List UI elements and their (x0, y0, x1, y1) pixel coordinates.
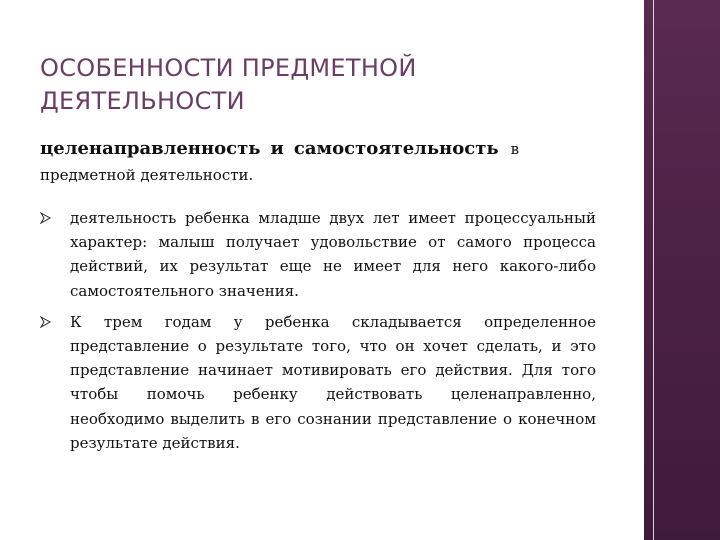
bullet-item (40, 310, 596, 455)
intro-rest: предметной деятельности. (40, 166, 254, 184)
title-line-1: ОСОБЕННОСТИ ПРЕДМЕТНОЙ (40, 54, 417, 82)
intro-conjunction: и (270, 138, 284, 159)
side-bar-divider-line (653, 0, 654, 540)
intro-term-1: целенаправленность (40, 138, 261, 159)
intro-term-2: самостоятельность (293, 138, 499, 159)
bullet-text: К трем годам у ребенка складывается определенное представление о результате того, что он хочет сделать, и это представление начинает мотивировать его действия. Для того чтобы помочь ребенку действовать целенаправленно, необходимо выделить в его сознании представление о конечном результате действия. (70, 312, 596, 452)
intro-paragraph (40, 136, 600, 186)
bullet-text: деятельность ребенка младше двух лет имеет процессуальный характер: малыш получает удовольствие от самого процесса действий, их результат еще не имеет для него какого-либо самостоятельного значения. (70, 209, 596, 300)
decorative-side-bar (644, 0, 720, 540)
bullet-item (40, 206, 596, 303)
slide-title (40, 52, 600, 118)
arrow-bullet-icon (40, 212, 51, 224)
intro-preposition: в (510, 140, 520, 158)
title-line-2: ДЕЯТЕЛЬНОСТИ (40, 87, 245, 115)
arrow-bullet-icon (40, 316, 51, 328)
bullet-list (40, 206, 596, 462)
